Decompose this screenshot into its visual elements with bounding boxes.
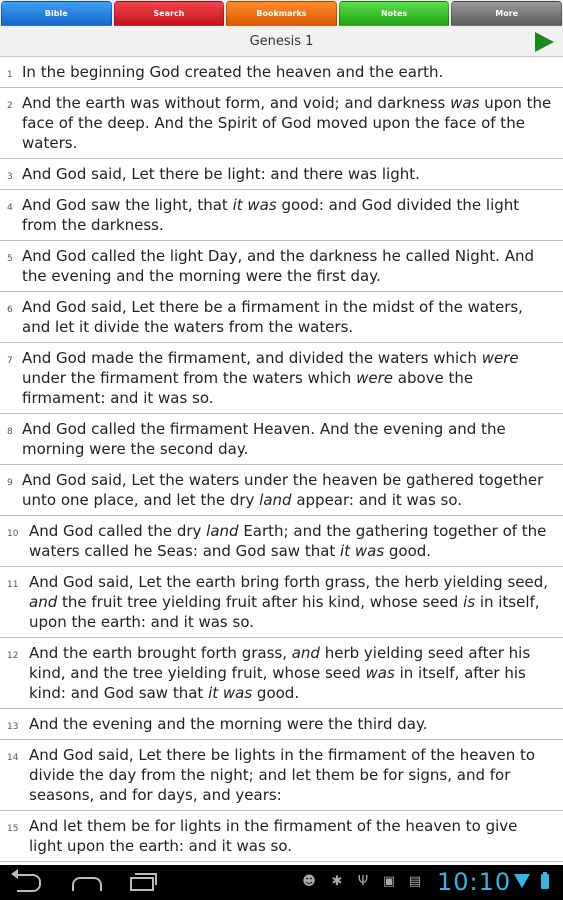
verse-number: 8	[7, 427, 13, 437]
verse-text: And God saw the light, that it was good: and God divided the light from the darkness.	[22, 196, 520, 234]
verse-text: And God called the dry land Earth; and the gathering together of the waters called he Seas: and God saw that it was good.	[29, 522, 547, 560]
verse-text: In the beginning God created the heaven and the earth.	[22, 63, 444, 81]
recent-apps-icon[interactable]	[130, 877, 154, 891]
verse-row[interactable]	[0, 343, 563, 414]
verse-number: 9	[7, 478, 13, 488]
verse-row[interactable]	[0, 57, 563, 88]
verse-text: And God called the light Day, and the darkness he called Night. And the evening and the morning were the first day.	[22, 247, 534, 285]
tab-bar	[0, 0, 563, 27]
verse-text: And the earth was without form, and void; and darkness was upon the face of the deep. And the Spirit of God moved upon the face of the waters.	[22, 94, 552, 152]
play-icon[interactable]	[535, 32, 554, 52]
usb-icon: Ψ	[357, 874, 369, 889]
verse-number: 5	[7, 254, 13, 264]
verse-row[interactable]	[0, 465, 563, 516]
verse-number: 15	[7, 824, 19, 834]
verse-number: 7	[7, 356, 13, 366]
verse-text: And God said, Let the earth bring forth grass, the herb yielding seed, and the fruit tree yielding fruit after his kind, whose seed is in itself, upon the earth: and it was so.	[29, 573, 549, 631]
verse-row[interactable]	[0, 241, 563, 292]
chapter-header	[0, 27, 563, 57]
verse-number: 3	[7, 172, 13, 182]
bug-icon: ✱	[331, 874, 343, 889]
verse-list[interactable]	[0, 57, 563, 865]
verse-row[interactable]	[0, 516, 563, 567]
tab-search[interactable]: Search	[114, 1, 225, 26]
verse-number: 12	[7, 651, 19, 661]
back-icon[interactable]	[17, 874, 41, 892]
verse-number: 1	[7, 70, 13, 80]
verse-text: And God said, Let there be light: and there was light.	[22, 165, 420, 183]
tab-more[interactable]: More	[451, 1, 562, 26]
verse-text: And the earth brought forth grass, and herb yielding seed after his kind, and the tree yielding fruit, whose seed was in itself, after his kind: and God saw that it was good.	[29, 644, 531, 702]
verse-number: 13	[7, 722, 19, 732]
status-clock: 10:10	[437, 868, 512, 896]
wifi-icon	[514, 874, 530, 888]
verse-number: 2	[7, 101, 13, 111]
verse-row[interactable]	[0, 709, 563, 740]
verse-row[interactable]	[0, 159, 563, 190]
battery-icon	[541, 874, 549, 889]
chapter-title[interactable]: Genesis 1	[249, 34, 314, 49]
verse-row[interactable]	[0, 638, 563, 709]
system-nav-bar	[0, 865, 563, 900]
verse-number: 14	[7, 753, 19, 763]
tab-notes[interactable]: Notes	[339, 1, 450, 26]
verse-row[interactable]	[0, 811, 563, 862]
tab-bookmarks[interactable]: Bookmarks	[226, 1, 337, 26]
android-icon: ☻	[302, 874, 316, 889]
verse-row[interactable]	[0, 88, 563, 159]
tab-bible[interactable]: Bible	[1, 1, 112, 26]
home-icon[interactable]	[72, 877, 102, 891]
verse-row[interactable]	[0, 567, 563, 638]
verse-number: 11	[7, 580, 19, 590]
verse-number: 6	[7, 305, 13, 315]
verse-number: 10	[7, 529, 19, 539]
verse-text: And let them be for lights in the firmament of the heaven to give light upon the earth: and it was so.	[29, 817, 518, 855]
download-icon: ▣	[382, 874, 396, 889]
verse-number: 4	[7, 203, 13, 213]
verse-text: And God said, Let there be a firmament in the midst of the waters, and let it divide the waters from the waters.	[22, 298, 523, 336]
verse-text: And God made the firmament, and divided the waters which were under the firmament from the waters which were above the firmament: and it was so.	[22, 349, 519, 407]
sd-card-icon: ▤	[408, 874, 422, 889]
verse-row[interactable]	[0, 292, 563, 343]
verse-row[interactable]	[0, 190, 563, 241]
verse-text: And God said, Let the waters under the heaven be gathered together unto one place, and let the dry land appear: and it was so.	[22, 471, 544, 509]
verse-text: And God said, Let there be lights in the firmament of the heaven to divide the day from the night; and let them be for signs, and for seasons, and for days, and years:	[29, 746, 536, 804]
verse-text: And the evening and the morning were the third day.	[29, 715, 428, 733]
verse-row[interactable]	[0, 740, 563, 811]
verse-text: And God called the firmament Heaven. And the evening and the morning were the second day.	[22, 420, 506, 458]
verse-row[interactable]	[0, 414, 563, 465]
